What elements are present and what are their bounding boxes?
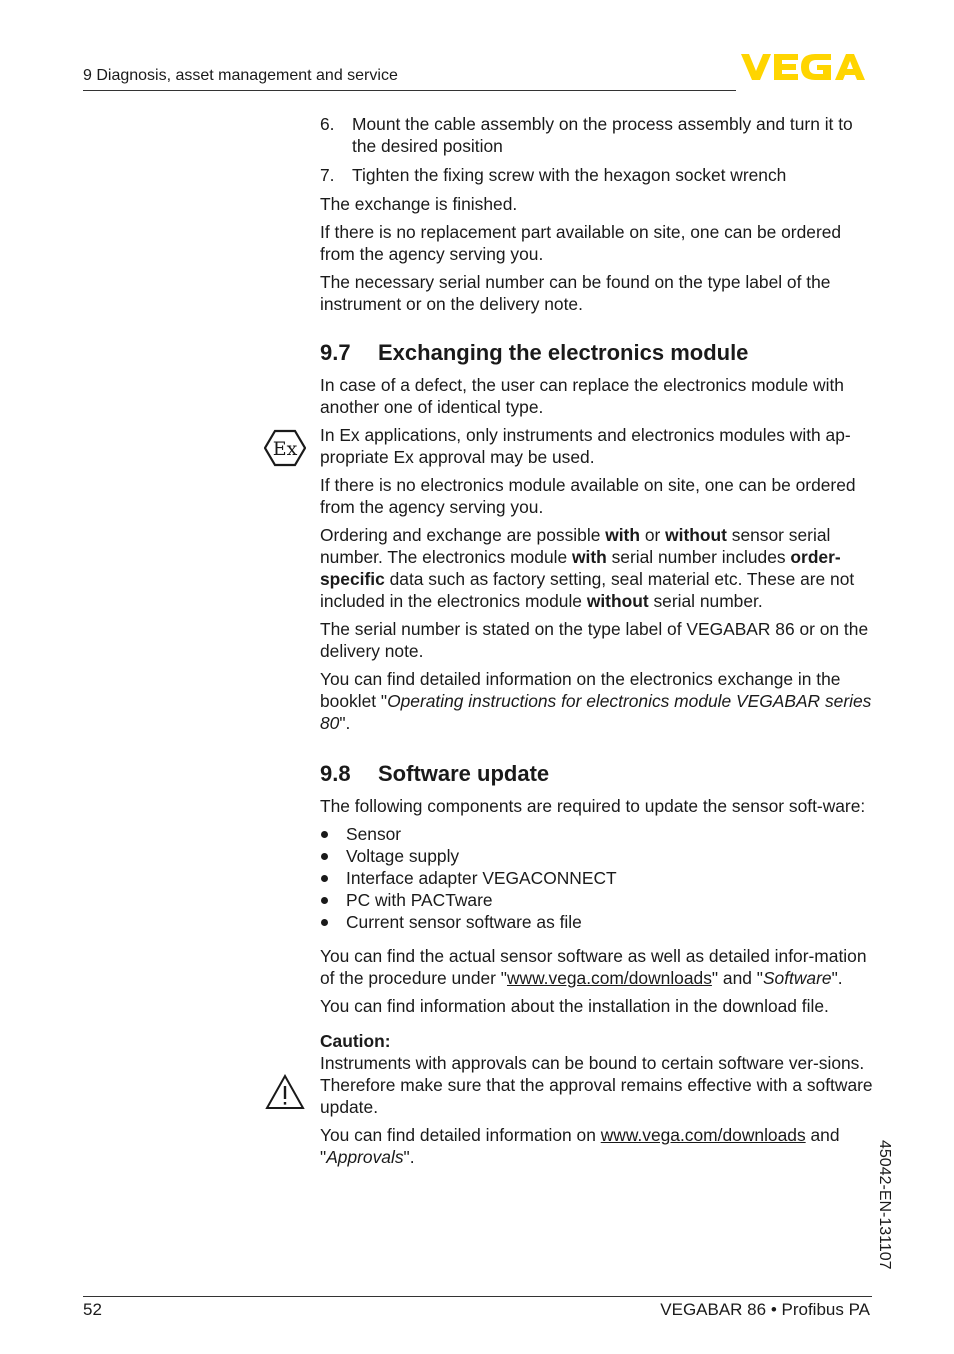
bold-text: without <box>665 525 727 545</box>
bold-text: without <box>586 591 649 611</box>
downloads-link[interactable]: www.vega.com/downloads <box>506 968 712 988</box>
italic-text: Approvals <box>326 1147 404 1167</box>
caution-label: Caution: <box>320 1031 391 1051</box>
page-number: 52 <box>83 1300 102 1319</box>
svg-text:Ex: Ex <box>272 438 298 460</box>
section-number: 9.8 <box>320 761 351 786</box>
paragraph: The necessary serial number can be found on the type label of the instrument or on the delivery note. <box>320 272 831 314</box>
step-7 <box>320 164 875 186</box>
vega-logo <box>741 51 872 83</box>
warning-icon <box>265 1074 305 1110</box>
text: data such as factory setting, seal material etc. These are not included in the electronics module <box>320 569 855 611</box>
text: serial number includes <box>606 547 791 567</box>
italic-text: Software <box>762 968 832 988</box>
caution-block <box>320 1030 875 1118</box>
paragraph: If there is no electronics module available on site, one can be ordered from the agency serving you. <box>320 475 856 517</box>
bold-text: with <box>605 525 640 545</box>
text: sensor serial number. The electronics module <box>320 525 831 567</box>
caution-text: Instruments with approvals can be bound to certain software ver-sions. Therefore make sure that the approval remains effective with a software update. <box>320 1053 873 1117</box>
document-id: 45042-EN-131107 <box>876 1140 893 1270</box>
ordering-paragraph <box>320 524 875 612</box>
step-number: 7. <box>320 165 335 185</box>
section-title: Software update <box>378 761 550 786</box>
step-number: 6. <box>320 114 335 134</box>
section-heading-9-8 <box>320 760 875 788</box>
text: You can find detailed information on the electronics exchange in the booklet " <box>320 669 841 711</box>
step-6 <box>320 113 875 157</box>
text: You can find the actual sensor software as well as detailed infor-mation of the procedure under " <box>320 946 867 988</box>
bold-text: with <box>571 547 607 567</box>
ex-hazard-icon <box>264 429 306 467</box>
paragraph: The serial number is stated on the type label of VEGABAR 86 or on the delivery note. <box>320 619 869 661</box>
list-item: PC with PACTware <box>320 889 875 911</box>
list-item: Interface adapter VEGACONNECT <box>320 867 875 889</box>
text: ". <box>831 968 843 988</box>
text: ". <box>403 1147 415 1167</box>
bold-text: order-specific <box>320 547 841 589</box>
ex-note: In Ex applications, only instruments and electronics modules with ap-propriate Ex approval may be used. <box>320 425 851 467</box>
section-number: 9.7 <box>320 340 351 365</box>
text: serial number. <box>648 591 763 611</box>
text: ". <box>339 713 351 733</box>
approvals-paragraph <box>320 1124 875 1168</box>
downloads-link[interactable]: www.vega.com/downloads <box>600 1125 806 1145</box>
text: or <box>639 525 666 545</box>
text: " and " <box>711 968 763 988</box>
header-rule <box>83 90 736 91</box>
section-heading-9-7 <box>320 339 875 367</box>
paragraph: In case of a defect, the user can replace the electronics module with another one of identical type. <box>320 375 844 417</box>
text: and " <box>320 1125 840 1167</box>
main-content <box>320 113 875 1174</box>
paragraph: The exchange is finished. <box>320 194 518 214</box>
list-item: Sensor <box>320 823 875 845</box>
paragraph: The following components are required to update the sensor soft-ware: <box>320 796 866 816</box>
step-text: Mount the cable assembly on the process assembly and turn it to the desired position <box>352 114 853 156</box>
booklet-paragraph <box>320 668 875 734</box>
italic-text: Operating instructions for electronics module VEGABAR series 80 <box>320 691 872 733</box>
section-title: Exchanging the electronics module <box>378 340 749 365</box>
text: You can find detailed information on <box>320 1125 601 1145</box>
downloads-paragraph <box>320 945 875 989</box>
step-text: Tighten the fixing screw with the hexagon socket wrench <box>352 165 787 185</box>
components-list <box>320 823 875 933</box>
list-item: Voltage supply <box>320 845 875 867</box>
page-header-chapter: 9 Diagnosis, asset management and service <box>83 67 398 84</box>
list-item: Current sensor software as file <box>320 911 875 933</box>
text: Ordering and exchange are possible <box>320 525 606 545</box>
paragraph: If there is no replacement part available on site, one can be ordered from the agency serving you. <box>320 222 842 264</box>
product-name: VEGABAR 86 • Profibus PA <box>660 1300 870 1319</box>
paragraph: You can find information about the installation in the download file. <box>320 996 829 1016</box>
footer-rule <box>83 1296 872 1297</box>
